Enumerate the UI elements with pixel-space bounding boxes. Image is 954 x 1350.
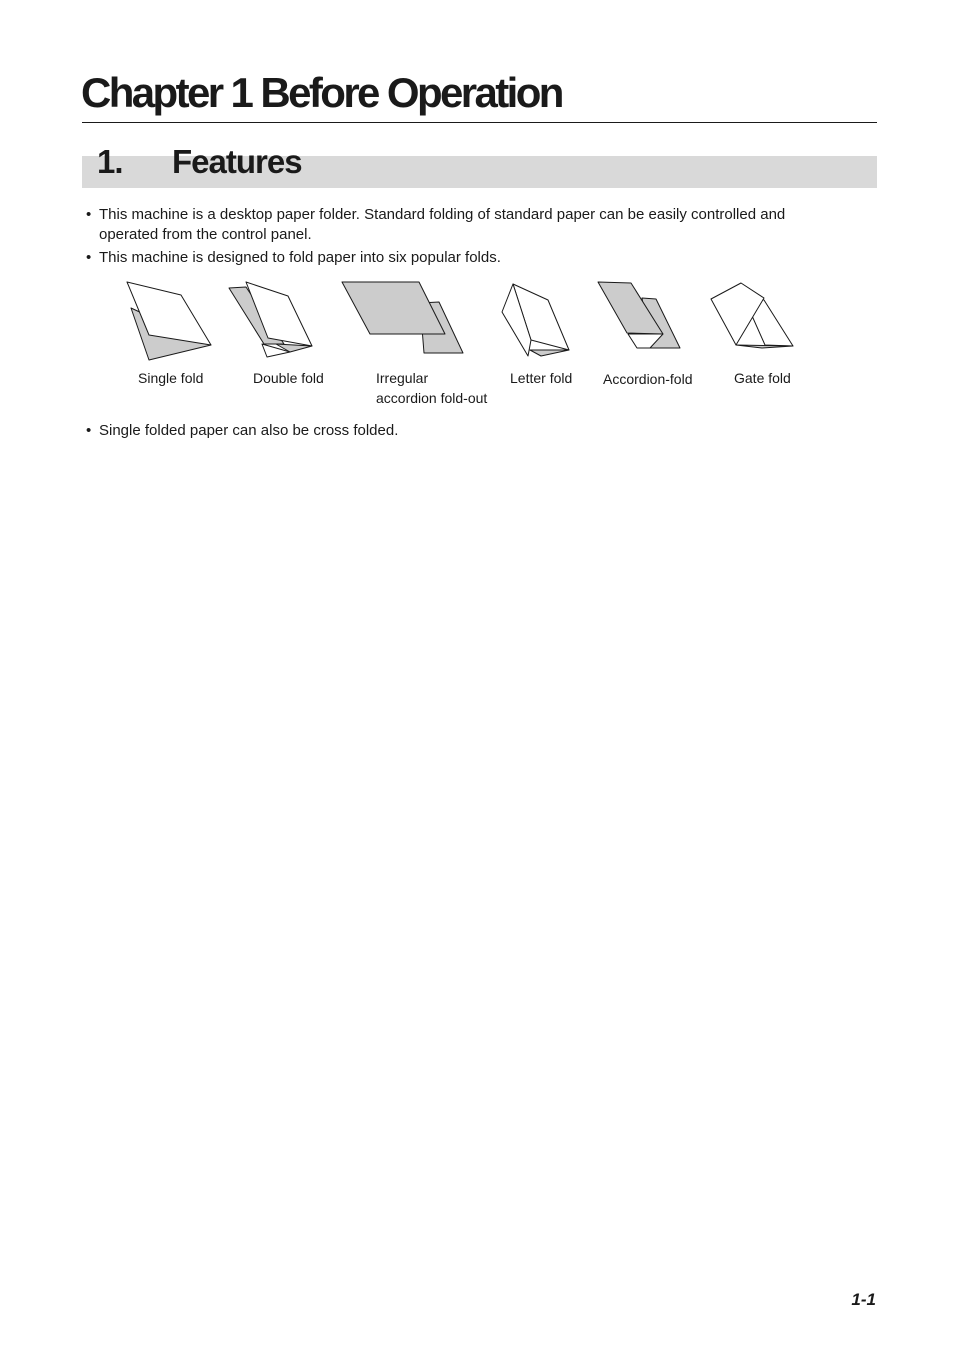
bullet-text — [99, 205, 869, 245]
irregular-accordion-fold-out-icon — [342, 282, 463, 353]
fold-label-letter: Letter fold — [510, 370, 573, 386]
fold-label-single: Single fold — [138, 370, 204, 386]
bullet-text-line: This machine is a desktop paper folder. Standard folding of standard paper can be easily controlled and — [99, 206, 786, 223]
bullet-text: This machine is designed to fold paper into six popular folds. — [99, 249, 501, 266]
bullet-text-line: operated from the control panel. — [99, 226, 312, 243]
fold-label-line: Irregular — [376, 370, 429, 386]
bullet-mark: • — [86, 249, 92, 266]
accordion-fold-icon — [598, 282, 680, 348]
fold-label-double: Double fold — [253, 370, 324, 386]
chapter-title: Chapter 1 Before Operation — [81, 69, 562, 116]
fold-label-irregular-accordion — [376, 368, 487, 408]
fold-label-accordion: Accordion-fold — [603, 371, 693, 387]
fold-label-gate: Gate fold — [734, 370, 791, 386]
bullet-text: Single folded paper can also be cross folded. — [99, 422, 399, 439]
section-number: 1. — [97, 143, 123, 180]
double-fold-icon — [229, 282, 312, 357]
page-number: 1-1 — [851, 1290, 876, 1309]
gate-fold-icon — [711, 283, 793, 348]
bullet-mark: • — [86, 206, 92, 223]
fold-label-line: accordion fold-out — [376, 390, 488, 406]
chapter-divider — [82, 122, 877, 123]
fold-types-illustration — [120, 278, 810, 366]
bullet-mark: • — [86, 422, 92, 439]
section-title: Features — [172, 143, 302, 180]
letter-fold-icon — [502, 284, 569, 356]
single-fold-icon — [127, 282, 211, 360]
